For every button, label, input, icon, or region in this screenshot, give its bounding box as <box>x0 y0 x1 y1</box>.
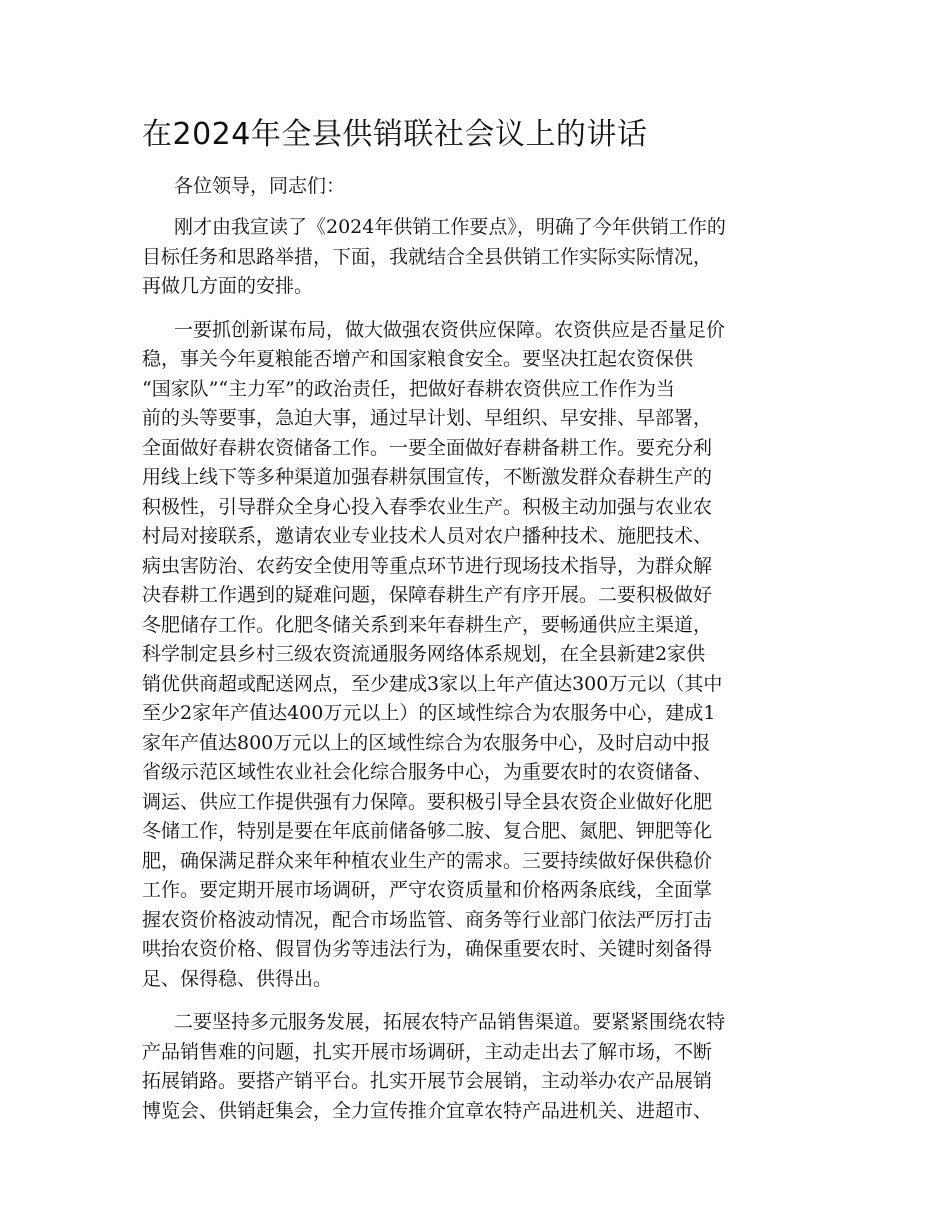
paragraph-line: 拓展销路。要搭产销平台。扎实开展节会展销，主动举办农产品展销 <box>142 1070 713 1092</box>
paragraph-line: 决春耕工作遇到的疑难问题，保障春耕生产有序开展。二要积极做好 <box>142 584 713 606</box>
paragraph-line: 家年产值达800万元以上的区域性综合为农服务中心，及时启动中报 <box>142 731 711 754</box>
paragraph-line: 一要抓创新谋布局，做大做强农资供应保障。农资供应是否量足价 <box>174 318 726 341</box>
paragraph-line: 握农资价格波动情况，配合市场监管、商务等行业部门依法严厉打击 <box>142 908 713 931</box>
paragraph-line: “国家队”“主力军”的政治责任，把做好春耕农资供应工作作为当 <box>142 377 675 400</box>
paragraph-line: 刚才由我宣读了《2024年供销工作要点》，明确了今年供销工作的 <box>174 216 726 238</box>
paragraph-line: 二要坚持多元服务发展，拓展农特产品销售渠道。要紧紧围绕农特 <box>174 1011 726 1033</box>
paragraph-line: 至少2家年产值达400万元以上）的区域性综合为农服务中心，建成1 <box>142 702 716 724</box>
paragraph-line: 再做几方面的安排。 <box>142 275 314 297</box>
paragraph-line: 销优供商超或配送网点，至少建成3家以上年产值达300万元以（其中 <box>142 672 723 695</box>
paragraph-line: 积极性，引导群众全身心投入春季农业生产。积极主动加强与农业农 <box>142 495 713 518</box>
paragraph-line: 用线上线下等多种渠道加强春耕氛围宣传，不断激发群众春耕生产的 <box>142 466 713 488</box>
paragraph-line: 全面做好春耕农资储备工作。一要全面做好春耕备耕工作。要充分利 <box>142 436 713 459</box>
document-title: 在2024年全县供销联社会议上的讲话 <box>142 117 648 152</box>
paragraph-line: 调运、供应工作提供强有力保障。要积极引导全县农资企业做好化肥 <box>142 790 713 813</box>
paragraph-line: 前的头等要事，急迫大事，通过早计划、早组织、早安排、早部署， <box>142 407 713 429</box>
paragraph-line: 工作。要定期开展市场调研，严守农资质量和价格两条底线，全面掌 <box>142 879 713 901</box>
paragraph-line: 肥，确保满足群众来年种植农业生产的需求。三要持续做好保供稳价 <box>142 849 713 872</box>
paragraph-line: 病虫害防治、农药安全使用等重点环节进行现场技术指导，为群众解 <box>142 554 713 577</box>
paragraph-line: 村局对接联系，邀请农业专业技术人员对农户播种技术、施肥技术、 <box>142 525 713 547</box>
greeting: 各位领导，同志们： <box>174 175 346 197</box>
paragraph-line: 科学制定县乡村三级农资流通服务网络体系规划，在全县新建2家供 <box>142 643 706 665</box>
body-paragraph <box>142 213 814 302</box>
paragraph-line: 足、保得稳、供得出。 <box>142 967 333 990</box>
body-paragraph <box>142 316 814 995</box>
document-body <box>142 213 814 1126</box>
paragraph-line: 哄抬农资价格、假冒伪劣等违法行为，确保重要农时、关键时刻备得 <box>142 938 713 960</box>
document-page <box>142 112 814 1140</box>
body-paragraph <box>142 1008 814 1126</box>
paragraph-line: 冬储工作，特别是要在年底前储备够二胺、复合肥、氮肥、钾肥等化 <box>142 820 713 842</box>
paragraph-line: 省级示范区域性农业社会化综合服务中心，为重要农时的农资储备、 <box>142 761 713 783</box>
paragraph-line: 产品销售难的问题，扎实开展市场调研，主动走出去了解市场，不断 <box>142 1040 713 1063</box>
paragraph-line: 目标任务和思路举措，下面，我就结合全县供销工作实际实际情况， <box>142 245 713 268</box>
paragraph-line: 稳，事关今年夏粮能否增产和国家粮食安全。要坚决扛起农资保供 <box>142 348 694 370</box>
paragraph-line: 博览会、供销赶集会，全力宣传推介宜章农特产品进机关、进超市、 <box>142 1099 713 1122</box>
paragraph-line: 冬肥储存工作。化肥冬储关系到来年春耕生产，要畅通供应主渠道， <box>142 613 713 636</box>
